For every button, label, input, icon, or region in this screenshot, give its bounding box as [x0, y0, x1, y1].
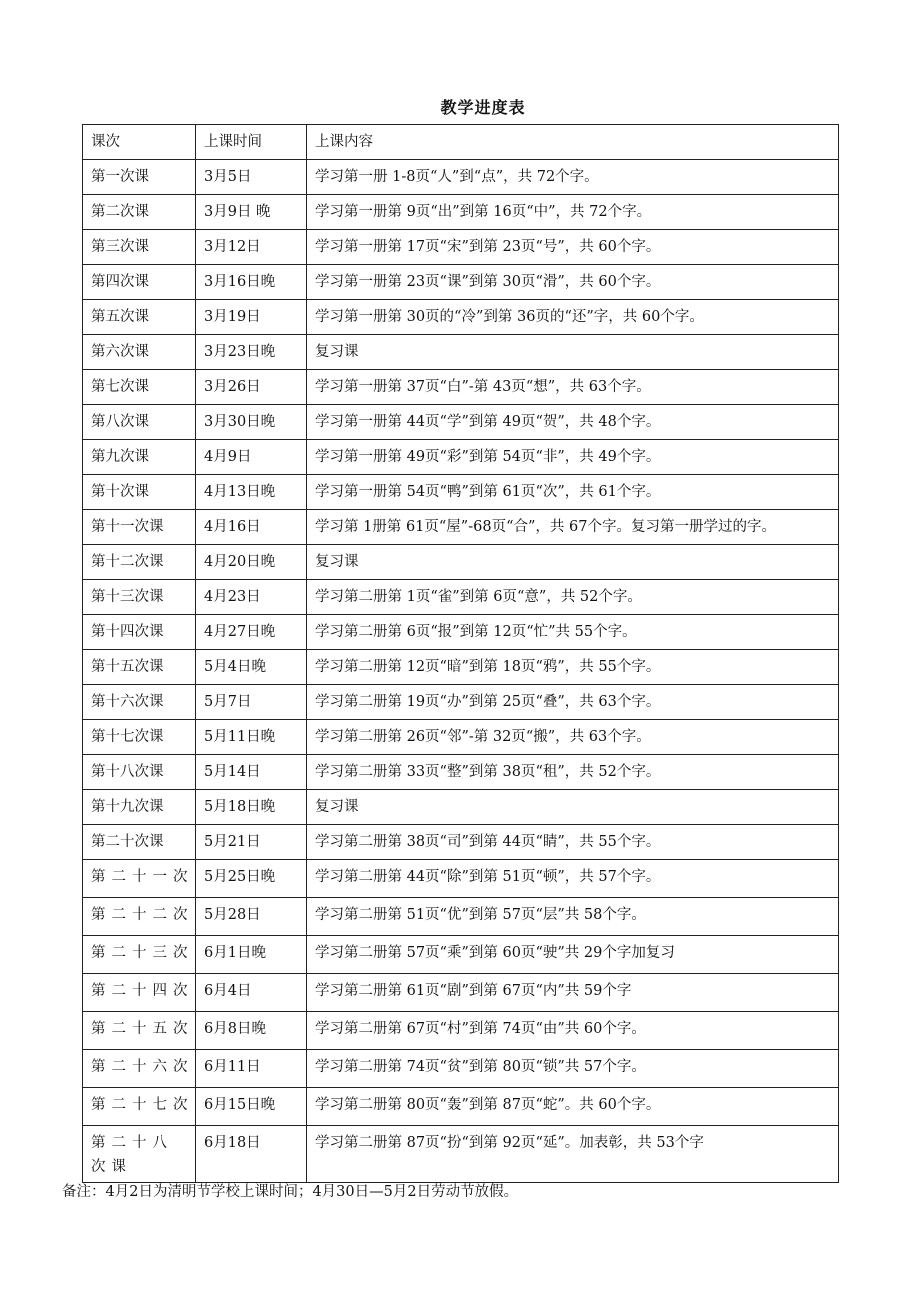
lesson-content-cell: 学习第一册第 44页“学”到第 49页“贺”，共 48个字。	[307, 405, 839, 440]
lesson-number-cell: 第二十八次课	[83, 1126, 196, 1183]
table-row	[83, 1012, 839, 1050]
lesson-time-cell: 4月13日晚	[196, 475, 307, 510]
lesson-time-cell: 3月26日	[196, 370, 307, 405]
lesson-time-cell: 3月5日	[196, 160, 307, 195]
lesson-time-cell: 5月25日晚	[196, 860, 307, 898]
lesson-time-cell: 5月28日	[196, 898, 307, 936]
table-row	[83, 974, 839, 1012]
lesson-content-cell: 学习第二册第 6页“报”到第 12页“忙”共 55个字。	[307, 615, 839, 650]
lesson-time-cell: 6月1日晚	[196, 936, 307, 974]
lesson-time-cell: 5月11日晚	[196, 720, 307, 755]
lesson-time-cell: 4月27日晚	[196, 615, 307, 650]
lesson-number-cell: 第五次课	[83, 300, 196, 335]
lesson-content-cell: 学习第 1册第 61页“屋”-68页“合”，共 67个字。复习第一册学过的字。	[307, 510, 839, 545]
lesson-content-cell: 学习第二册第 51页“优”到第 57页“层”共 58个字。	[307, 898, 839, 936]
lesson-content-cell: 学习第一册第 9页“出”到第 16页“中”，共 72个字。	[307, 195, 839, 230]
lesson-content-cell: 学习第二册第 87页“扮“到第 92页“延”。加表彰，共 53个字	[307, 1126, 839, 1183]
lesson-content-cell: 学习第一册 1-8页“人”到“点”，共 72个字。	[307, 160, 839, 195]
table-row	[83, 475, 839, 510]
lesson-content-cell: 学习第二册第 12页“暗”到第 18页“鸦”，共 55个字。	[307, 650, 839, 685]
lesson-content-cell: 学习第二册第 57页“乘”到第 60页“驶”共 29个字加复习	[307, 936, 839, 974]
lesson-number-cell: 第十次课	[83, 475, 196, 510]
lesson-time-cell: 6月11日	[196, 1050, 307, 1088]
lesson-number-cell: 第二十五次	[83, 1012, 196, 1050]
lesson-content-cell: 学习第二册第 26页“邻”-第 32页“搬”，共 63个字。	[307, 720, 839, 755]
lesson-content-cell: 复习课	[307, 335, 839, 370]
table-row	[83, 545, 839, 580]
lesson-number-cell: 第一次课	[83, 160, 196, 195]
lesson-number-cell: 第二次课	[83, 195, 196, 230]
header-lesson: 课次	[83, 125, 196, 160]
lesson-content-cell: 学习第一册第 49页“彩”到第 54页“非”，共 49个字。	[307, 440, 839, 475]
lesson-content-cell: 学习第二册第 67页“村”到第 74页“由”共 60个字。	[307, 1012, 839, 1050]
lesson-content-cell: 学习第二册第 80页“轰”到第 87页“蛇”。共 60个字。	[307, 1088, 839, 1126]
lesson-time-cell: 6月8日晚	[196, 1012, 307, 1050]
lesson-number-cell: 第十五次课	[83, 650, 196, 685]
footnote: 备注：4月2日为清明节学校上课时间；4月30日—5月2日劳动节放假。	[62, 1184, 519, 1200]
table-row	[83, 898, 839, 936]
schedule-table	[82, 124, 839, 1183]
lesson-content-cell: 学习第二册第 33页“整”到第 38页“租”，共 52个字。	[307, 755, 839, 790]
table-row	[83, 790, 839, 825]
lesson-time-cell: 5月7日	[196, 685, 307, 720]
lesson-time-cell: 6月18日	[196, 1126, 307, 1183]
table-row	[83, 195, 839, 230]
table-row	[83, 860, 839, 898]
lesson-number-cell: 第二十四次	[83, 974, 196, 1012]
lesson-number-cell: 第十八次课	[83, 755, 196, 790]
lesson-content-cell: 学习第一册第 37页“白”-第 43页“想”，共 63个字。	[307, 370, 839, 405]
lesson-time-cell: 3月12日	[196, 230, 307, 265]
table-row	[83, 265, 839, 300]
table-row	[83, 300, 839, 335]
lesson-content-cell: 学习第一册第 30页的“冷”到第 36页的“还”字，共 60个字。	[307, 300, 839, 335]
page-title: 教学进度表	[440, 98, 526, 117]
lesson-number-cell: 第二十一次	[83, 860, 196, 898]
lesson-number-cell: 第七次课	[83, 370, 196, 405]
table-row	[83, 335, 839, 370]
lesson-content-cell: 学习第二册第 38页“司”到第 44页“睛”，共 55个字。	[307, 825, 839, 860]
table-row	[83, 720, 839, 755]
table-row	[83, 825, 839, 860]
lesson-content-cell: 学习第二册第 1页“雀”到第 6页“意”，共 52个字。	[307, 580, 839, 615]
lesson-content-cell: 学习第二册第 61页“剧”到第 67页“内”共 59个字	[307, 974, 839, 1012]
table-row	[83, 685, 839, 720]
lesson-content-cell: 学习第一册第 54页“鸭”到第 61页“次”，共 61个字。	[307, 475, 839, 510]
lesson-number-cell: 第四次课	[83, 265, 196, 300]
lesson-number-cell: 第二十七次	[83, 1088, 196, 1126]
lesson-time-cell: 6月15日晚	[196, 1088, 307, 1126]
table-row	[83, 370, 839, 405]
lesson-number-cell: 第三次课	[83, 230, 196, 265]
lesson-time-cell: 5月21日	[196, 825, 307, 860]
lesson-number-cell: 第十六次课	[83, 685, 196, 720]
lesson-time-cell: 5月14日	[196, 755, 307, 790]
table-row	[83, 405, 839, 440]
lesson-number-cell: 第二十次课	[83, 825, 196, 860]
lesson-time-cell: 4月9日	[196, 440, 307, 475]
lesson-number-cell: 第二十六次	[83, 1050, 196, 1088]
lesson-number-cell: 第十二次课	[83, 545, 196, 580]
table-row	[83, 650, 839, 685]
table-row	[83, 1088, 839, 1126]
table-header-row	[83, 125, 839, 160]
table-row	[83, 440, 839, 475]
table-row	[83, 1126, 839, 1183]
table-row	[83, 755, 839, 790]
header-content: 上课内容	[307, 125, 839, 160]
lesson-content-cell: 复习课	[307, 790, 839, 825]
table-row	[83, 936, 839, 974]
lesson-time-cell: 3月9日 晚	[196, 195, 307, 230]
lesson-number-cell: 第二十二次	[83, 898, 196, 936]
lesson-time-cell: 4月23日	[196, 580, 307, 615]
lesson-content-cell: 学习第二册第 19页“办”到第 25页“叠”，共 63个字。	[307, 685, 839, 720]
lesson-time-cell: 4月16日	[196, 510, 307, 545]
lesson-number-cell: 第九次课	[83, 440, 196, 475]
table-row	[83, 1050, 839, 1088]
table-row	[83, 510, 839, 545]
lesson-number-cell: 第十七次课	[83, 720, 196, 755]
lesson-number-cell: 第六次课	[83, 335, 196, 370]
table-row	[83, 580, 839, 615]
lesson-number-cell: 第十三次课	[83, 580, 196, 615]
lesson-time-cell: 5月4日晚	[196, 650, 307, 685]
lesson-time-cell: 3月30日晚	[196, 405, 307, 440]
header-time: 上课时间	[196, 125, 307, 160]
table-row	[83, 615, 839, 650]
lesson-number-cell: 第十一次课	[83, 510, 196, 545]
lesson-time-cell: 3月23日晚	[196, 335, 307, 370]
table-row	[83, 160, 839, 195]
lesson-time-cell: 6月4日	[196, 974, 307, 1012]
lesson-number-cell: 第二十三次	[83, 936, 196, 974]
lesson-number-cell: 第十四次课	[83, 615, 196, 650]
table-row	[83, 230, 839, 265]
lesson-content-cell: 复习课	[307, 545, 839, 580]
lesson-content-cell: 学习第二册第 44页“除”到第 51页“顿”，共 57个字。	[307, 860, 839, 898]
lesson-number-cell: 第八次课	[83, 405, 196, 440]
lesson-time-cell: 3月16日晚	[196, 265, 307, 300]
lesson-number-cell: 第十九次课	[83, 790, 196, 825]
lesson-time-cell: 4月20日晚	[196, 545, 307, 580]
lesson-content-cell: 学习第一册第 23页“课”到第 30页“滑”，共 60个字。	[307, 265, 839, 300]
lesson-content-cell: 学习第一册第 17页“宋”到第 23页“号”，共 60个字。	[307, 230, 839, 265]
lesson-content-cell: 学习第二册第 74页“贫”到第 80页“锁”共 57个字。	[307, 1050, 839, 1088]
lesson-time-cell: 3月19日	[196, 300, 307, 335]
lesson-time-cell: 5月18日晚	[196, 790, 307, 825]
